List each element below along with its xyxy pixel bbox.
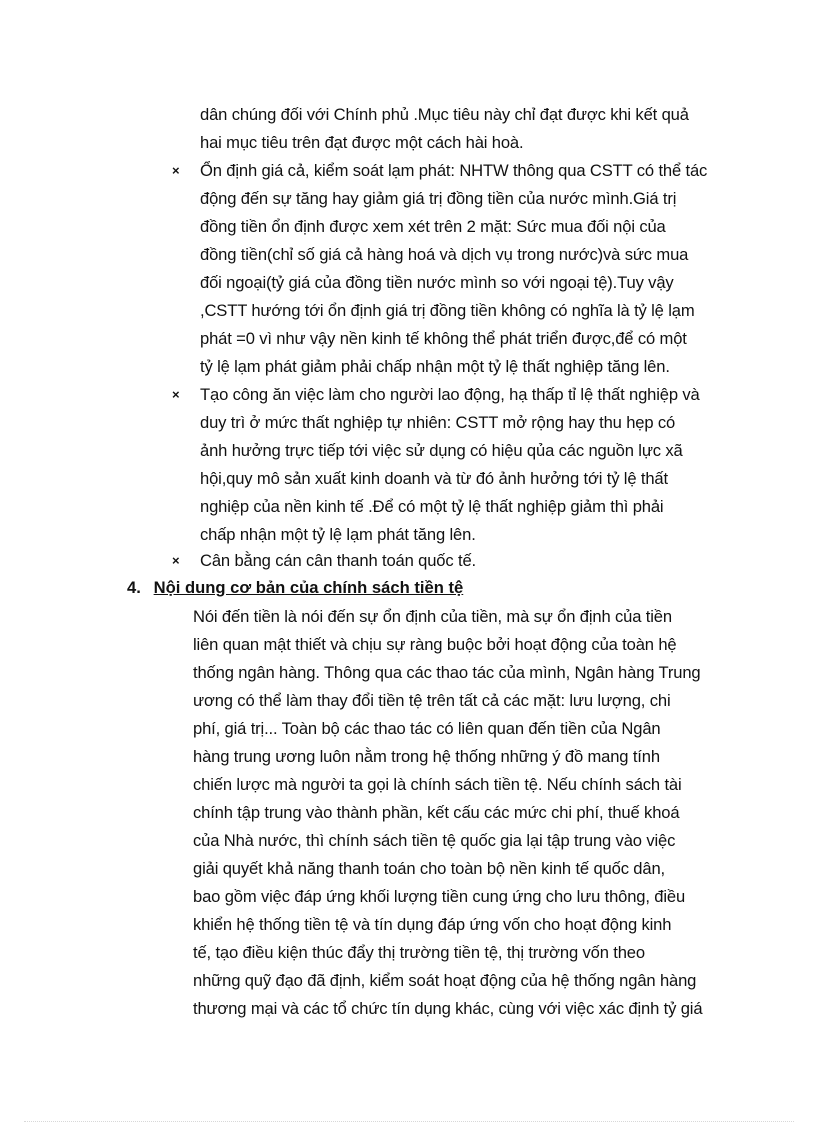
bullet-line: phát =0 vì như vậy nền kinh tế không thể phát triển được,để có một [200,329,687,348]
body-line: những quỹ đạo đã định, kiểm soát hoạt động của hệ thống ngân hàng [193,971,697,990]
body-line: thống ngân hàng. Thông qua các thao tác của mình, Ngân hàng Trung [193,663,701,682]
body-line: tế, tạo điều kiện thúc đẩy thị trường tiền tệ, thị trường vốn theo [193,943,645,962]
bullet-line: ,CSTT hướng tới ổn định giá trị đồng tiền không có nghĩa là tỷ lệ lạm [200,301,695,320]
bullet-line: hội,quy mô sản xuất kinh doanh và từ đó ảnh hưởng tới tỷ lệ thất [200,469,668,488]
body-line: chính tập trung vào thành phần, kết cấu các mức chi phí, thuế khoá [193,803,680,822]
bullet-cross-icon: × [172,553,180,568]
body-line: của Nhà nước, thì chính sách tiền tệ quốc gia lại tập trung vào việc [193,831,676,850]
body-line: chiến lược mà người ta gọi là chính sách tiền tệ. Nếu chính sách tài [193,775,682,794]
bullet-line: đồng tiền(chỉ số giá cả hàng hoá và dịch vụ trong nước)và sức mua [200,245,689,264]
bullet-line: nghiệp của nền kinh tế .Để có một tỷ lệ thất nghiệp giảm thì phải [200,497,664,516]
bullet-line: ảnh hưởng trực tiếp tới việc sử dụng có hiệu qủa các nguồn lực xã [200,441,683,460]
body-line: bao gồm việc đáp ứng khối lượng tiền cung ứng cho lưu thông, điều [193,887,686,906]
bullet-line: tỷ lệ lạm phát giảm phải chấp nhận một tỷ lệ thất nghiệp tăng lên. [200,357,670,376]
bullet-line: đối ngoại(tỷ giá của đồng tiền nước mình so với ngoại tệ).Tuy vậy [200,273,674,292]
section-title: Nội dung cơ bản của chính sách tiền tệ [153,578,464,597]
body-line: hàng trung ương luôn nằm trong hệ thống những ý đồ mang tính [193,747,660,766]
body-line: giải quyết khả năng thanh toán cho toàn bộ nền kinh tế quốc dân, [193,859,665,878]
body-line: phí, giá trị... Toàn bộ các thao tác có liên quan đến tiền của Ngân [193,719,661,738]
body-line: thương mại và các tổ chức tín dụng khác, cùng với việc xác định tỷ giá [193,999,703,1018]
bullet-line: duy trì ở mức thất nghiệp tự nhiên: CSTT mở rộng hay thu hẹp có [200,413,676,432]
body-line: Nói đến tiền là nói đến sự ổn định của tiền, mà sự ổn định của tiền [193,607,672,626]
bullet-line: Tạo công ăn việc làm cho người lao động, hạ thấp tỉ lệ thất nghiệp và [200,385,700,404]
intro-line: hai mục tiêu trên đạt được một cách hài hoà. [200,133,524,152]
section-number: 4. [127,578,141,597]
body-line: ương có thể làm thay đổi tiền tệ trên tất cả các mặt: lưu lượng, chi [193,691,671,710]
bullet-line: Ổn định giá cả, kiểm soát lạm phát: NHTW thông qua CSTT có thể tác [200,161,708,180]
body-line: khiển hệ thống tiền tệ và tín dụng đáp ứng vốn cho hoạt động kinh [193,915,672,934]
section-heading [127,577,463,599]
bullet-line: Cân bằng cán cân thanh toán quốc tế. [200,551,476,570]
bullet-line: động đến sự tăng hay giảm giá trị đồng tiền của nước mình.Giá trị [200,189,677,208]
bullet-cross-icon: × [172,163,180,178]
body-line: liên quan mật thiết và chịu sự ràng buộc bởi hoạt động của toàn hệ [193,635,677,654]
bullet-cross-icon: × [172,387,180,402]
intro-line: dân chúng đối với Chính phủ .Mục tiêu này chỉ đạt được khi kết quả [200,105,689,124]
bullet-line: chấp nhận một tỷ lệ lạm phát tăng lên. [200,525,476,544]
bullet-line: đồng tiền ổn định được xem xét trên 2 mặt: Sức mua đối nội của [200,217,666,236]
page-bottom-divider [24,1121,794,1122]
